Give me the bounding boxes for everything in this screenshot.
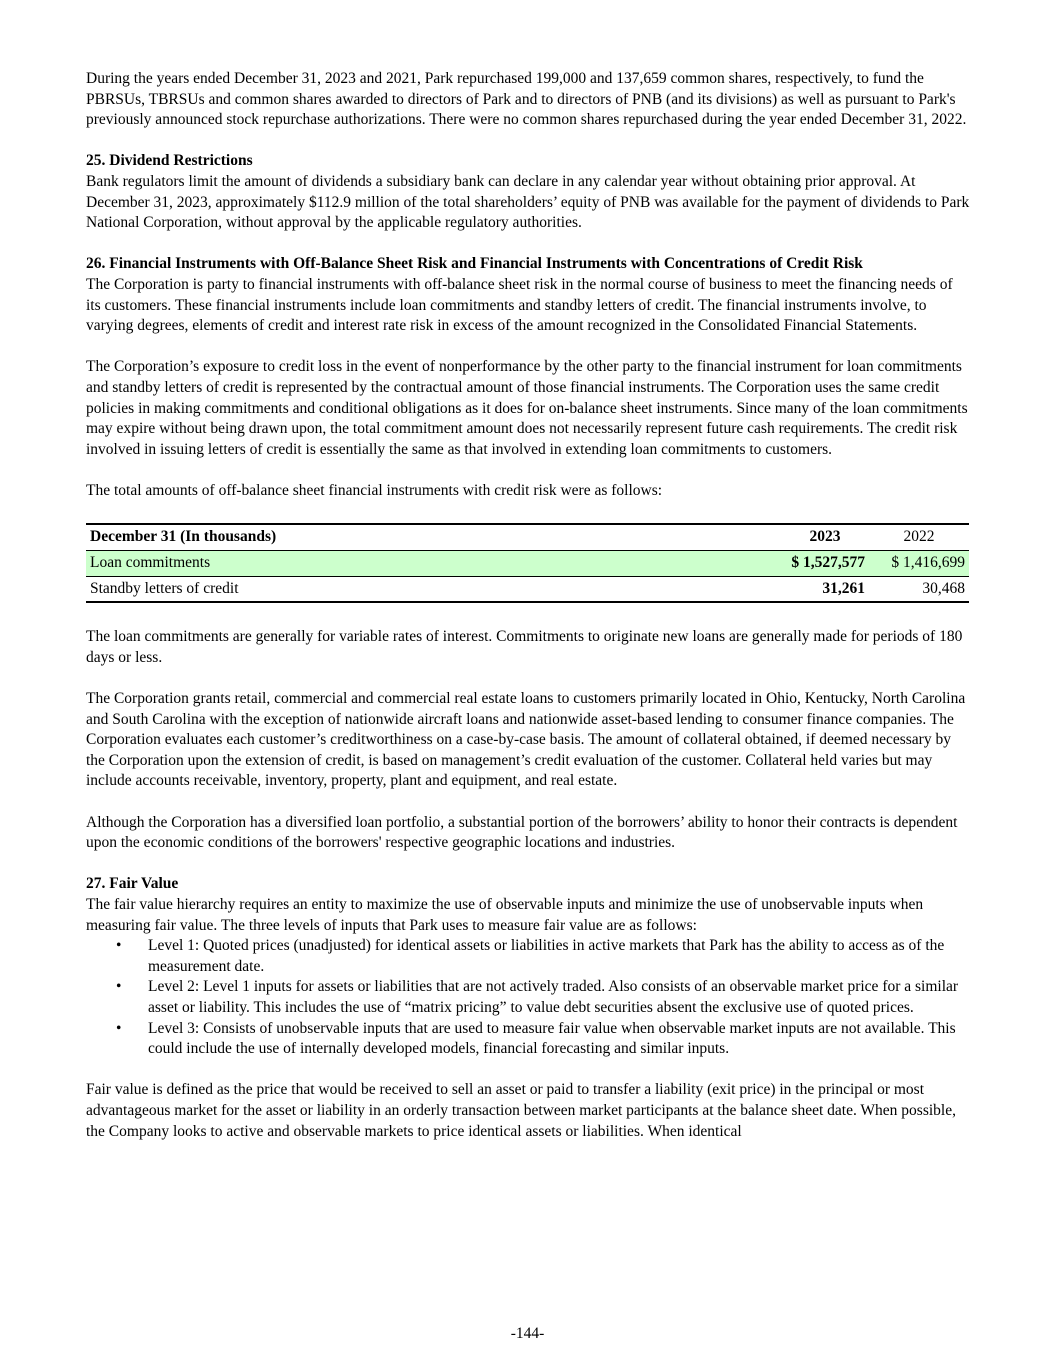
off-balance-sheet-table: [86, 523, 969, 603]
section-27-closing: Fair value is defined as the price that would be received to sell an asset or paid to transfer a liability (exit price) in the principal or most advantageous market for the asset or liability in an orderly transaction between market participants at the balance sheet date. When possible, the Company looks to active and observable markets to price identical assets or liabilities. When identical: [86, 1081, 956, 1140]
table-row-standby-letters: [86, 576, 969, 602]
row-value-2023: 31,261: [822, 579, 865, 597]
bullet-icon: •: [116, 937, 122, 955]
section-25-body: Bank regulators limit the amount of dividends a subsidiary bank can declare in any calendar year without obtaining prior approval. At December 31, 2023, approximately $112.9 million of the total shareholders’ equity of PNB was available for the payment of dividends to Park National Corporation, without approval by the applicable regulatory authorities.: [86, 172, 970, 232]
row-value-2023: $ 1,527,577: [791, 554, 865, 572]
table-row-loan-commitments: [86, 551, 969, 577]
fair-value-levels-list: [86, 936, 970, 1060]
section-26-paragraph-4: The loan commitments are generally for variable rates of interest. Commitments to originate new loans are generally made for periods of 180 days or less.: [86, 628, 963, 666]
level-1-text: Level 1: Quoted prices (unadjusted) for identical assets or liabilities in active markets that Park has the ability to access as of the measurement date.: [148, 937, 945, 975]
table-header-label: December 31 (In thousands): [90, 528, 277, 546]
row-label: Standby letters of credit: [90, 579, 239, 597]
list-item: [86, 936, 970, 977]
table-header-2023: 2023: [809, 528, 841, 546]
section-27-heading: 27. Fair Value: [86, 875, 179, 893]
section-26-paragraph-6: Although the Corporation has a diversified loan portfolio, a substantial portion of the borrowers’ ability to honor their contracts is dependent upon the economic conditions of the borrowers' respective geographic locations and industries.: [86, 813, 958, 852]
list-item: [86, 977, 970, 1018]
section-26-heading: 26. Financial Instruments with Off-Balance Sheet Risk and Financial Instruments with Concentrations of Credit Risk: [86, 255, 863, 273]
level-3-text: Level 3: Consists of unobservable inputs that are used to measure fair value when observable market inputs are not available. This could include the use of internally developed models, financial forecasting and similar inputs.: [148, 1019, 956, 1058]
bullet-icon: •: [116, 978, 122, 996]
section-26-paragraph-3: The total amounts of off-balance sheet financial instruments with credit risk were as follows:: [86, 481, 663, 499]
section-26-paragraph-2: The Corporation’s exposure to credit loss in the event of nonperformance by the other party to the financial instrument for loan commitments and standby letters of credit is represented by the contractual amount of those financial instruments. The Corporation uses the same credit policies in making commitments and conditional obligations as it does for on-balance sheet instruments. Since many of the loan commitments may expire without being drawn upon, the total commitment amount does not necessarily represent future cash requirements. The credit risk involved in issuing letters of credit is essentially the same as that involved in extending loan commitments to customers.: [86, 358, 968, 458]
section-26-paragraph-1: The Corporation is party to financial instruments with off-balance sheet risk in the normal course of business to meet the financing needs of its customers. These financial instruments include loan commitments and standby letters of credit. The financial instruments involve, to varying degrees, elements of credit and interest rate risk in excess of the amount recognized in the Consolidated Financial Statements.: [86, 275, 953, 335]
page-number: -144-: [510, 1325, 545, 1342]
list-item: [86, 1019, 970, 1060]
table-header-2022: 2022: [903, 528, 935, 546]
table-header-row: [86, 524, 969, 550]
section-25-heading: 25. Dividend Restrictions: [86, 152, 253, 170]
row-value-2022: 30,468: [922, 579, 965, 597]
row-value-2022: $ 1,416,699: [891, 554, 965, 572]
section-27-intro: The fair value hierarchy requires an entity to maximize the use of observable inputs and minimize the use of unobservable inputs when measuring fair value. The three levels of inputs that Park uses to measure fair value are as follows:: [86, 895, 924, 934]
section-26-paragraph-5: The Corporation grants retail, commercial and commercial real estate loans to customers primarily located in Ohio, Kentucky, North Carolina and South Carolina with the exception of nationwide aircraft loans and nationwide asset-based lending to consumer finance companies. The Corporation evaluates each customer’s creditworthiness on a case-by-case basis. The amount of collateral obtained, if deemed necessary by the Corporation upon the extension of credit, is based on management’s credit evaluation of the customer. Collateral held varies but may include accounts receivable, inventory, property, plant and equipment, and real estate.: [86, 690, 966, 790]
document-page: [86, 69, 970, 1142]
repurchase-paragraph: During the years ended December 31, 2023 and 2021, Park repurchased 199,000 and 137,659 common shares, respectively, to fund the PBRSUs, TBRSUs and common shares awarded to directors of Park and to directors of PNB (and its divisions) as well as pursuant to Park's previously announced stock repurchase authorizations. There were no common shares repurchased during the year ended December 31, 2022.: [86, 70, 967, 129]
row-label: Loan commitments: [90, 554, 211, 572]
bullet-icon: •: [116, 1019, 122, 1037]
level-2-text: Level 2: Level 1 inputs for assets or liabilities that are not actively traded. Also consists of an observable market price for a similar asset or liability. This includes the use of “matrix pricing” to value debt securities absent the exclusive use of quoted prices.: [148, 978, 959, 1016]
